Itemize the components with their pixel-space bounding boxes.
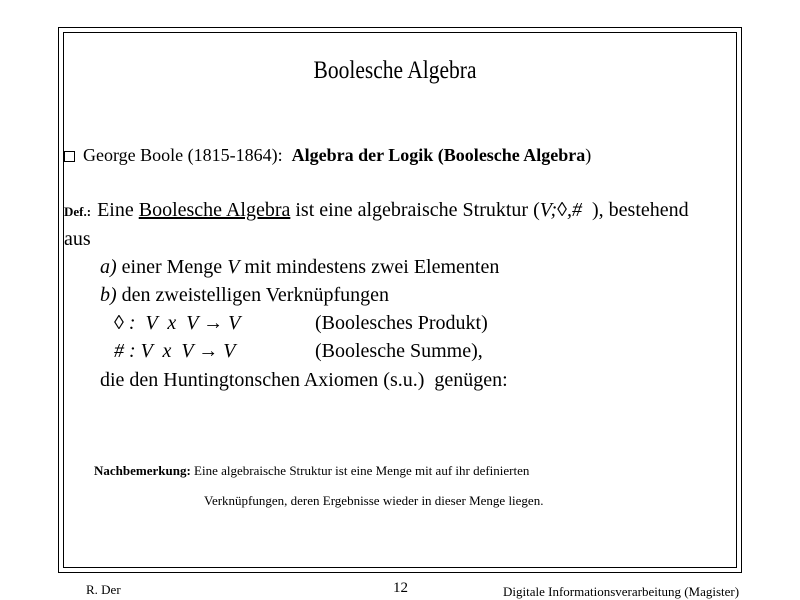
- slide-title: Boolesche Algebra: [313, 57, 477, 84]
- definition-text-before: Eine: [97, 199, 139, 221]
- note-line-2: Verknüpfungen, deren Ergebnisse wieder in dieser Menge liegen.: [204, 493, 544, 508]
- definition-structure: V;◊,#: [539, 199, 583, 221]
- operation-sum-description: (Boolesche Summe),: [315, 340, 483, 362]
- note-line-1: [94, 463, 529, 479]
- bullet-bold-text: Algebra der Logik (Boolesche Algebra: [291, 145, 586, 165]
- item-a-text-before: einer Menge: [116, 256, 228, 278]
- definition-term: Boolesche Algebra: [138, 199, 291, 221]
- operation-product: [114, 312, 240, 335]
- closing-line: die den Huntingtonschen Axiomen (s.u.) genügen:: [100, 369, 508, 391]
- item-b: [100, 284, 389, 307]
- operation-sum-symbol: #: [114, 340, 124, 362]
- item-a-label: a): [100, 256, 117, 278]
- item-b-label: b): [100, 284, 117, 306]
- item-a: [100, 256, 499, 279]
- note-label: Nachbemerkung:: [94, 463, 191, 478]
- item-a-var: V: [227, 256, 240, 278]
- operation-product-symbol: ◊: [114, 312, 124, 334]
- definition-continuation: aus: [64, 228, 91, 250]
- definition-line: [64, 199, 689, 222]
- item-b-text: den zweistelligen Verknüpfungen: [116, 284, 390, 306]
- operation-sum: [114, 340, 235, 363]
- checkbox-bullet-icon: [64, 151, 75, 162]
- bullet-line: [64, 145, 591, 166]
- bullet-suffix: ): [585, 145, 592, 165]
- definition-text-middle: ist eine algebraische Struktur (: [290, 199, 540, 221]
- item-a-text-after: mit mindestens zwei Elementen: [239, 256, 500, 278]
- bullet-prefix: George Boole (1815-1864):: [83, 145, 292, 165]
- note-text-1: Eine algebraische Struktur ist eine Menge mit auf ihr definierten: [190, 463, 530, 478]
- definition-label: Def.:: [64, 204, 92, 219]
- footer-course: Digitale Informationsverarbeitung (Magister): [503, 584, 740, 599]
- footer-page-number: 12: [393, 580, 408, 596]
- operation-sum-mapping: : V x V → V: [124, 340, 236, 362]
- operation-product-description: (Boolesches Produkt): [315, 312, 488, 334]
- definition-text-after: ), bestehend: [582, 199, 689, 221]
- operation-product-mapping: : V x V → V: [123, 312, 241, 334]
- footer-author: R. Der: [86, 582, 121, 597]
